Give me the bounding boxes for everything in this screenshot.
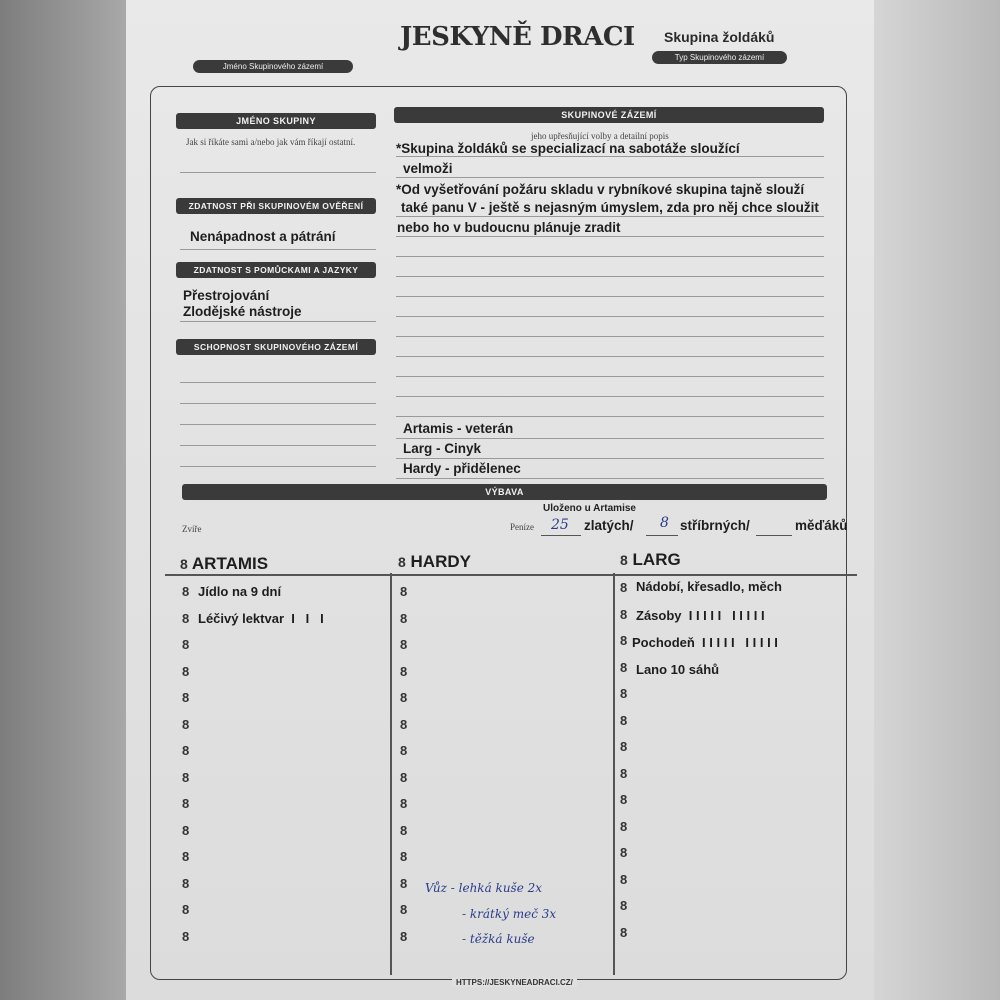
description-rule bbox=[396, 458, 824, 459]
column-header-larg: 8 LARG bbox=[620, 550, 681, 569]
copper-blank bbox=[756, 535, 792, 536]
description-rule bbox=[396, 336, 824, 337]
column-header-artamis: 8 ARTAMIS bbox=[180, 554, 269, 573]
item-bullet: 8 bbox=[620, 606, 628, 622]
member-3: Hardy - přidělenec bbox=[403, 461, 521, 476]
description-rule bbox=[396, 216, 824, 217]
description-line-4: také panu V - ještě s nejasným úmyslem, zda pro něj chce sloužit bbox=[401, 200, 819, 215]
background-left bbox=[0, 0, 128, 1000]
description-line-3: *Od vyšetřování požáru skladu v rybníkové skupina tajně slouží bbox=[396, 182, 805, 197]
animal-label: Zvíře bbox=[182, 524, 202, 534]
item-bullet: 8 bbox=[620, 686, 628, 701]
column-divider bbox=[390, 573, 392, 975]
tools-value-2: Zlodějské nástroje bbox=[183, 304, 302, 319]
item-bullet: 8 bbox=[400, 690, 408, 705]
ability-line bbox=[180, 424, 376, 425]
item-bullet: 8 bbox=[620, 845, 628, 860]
description-rule bbox=[396, 376, 824, 377]
group-name-hint: Jak si říkáte sami a/nebo jak vám říkají ostatní. bbox=[186, 137, 356, 147]
item-bullet: 8 bbox=[182, 928, 190, 944]
handwritten-note-2: - krátký meč 3x bbox=[462, 907, 557, 921]
item-bullet: 8 bbox=[620, 924, 628, 940]
artamis-item-1: Jídlo na 9 dní bbox=[198, 584, 282, 599]
item-bullet: 8 bbox=[400, 743, 408, 758]
group-type-value: Skupina žoldáků bbox=[664, 29, 775, 45]
item-bullet: 8 bbox=[620, 739, 628, 754]
description-rule bbox=[396, 276, 824, 277]
item-bullet: 8 bbox=[182, 849, 190, 864]
silver-blank bbox=[646, 535, 678, 536]
item-bullet: 8 bbox=[182, 663, 190, 679]
handwritten-note-1: Vůz - lehká kuše 2x bbox=[425, 881, 543, 895]
handwritten-note-3: - těžká kuše bbox=[462, 932, 535, 946]
description-line-1: *Skupina žoldáků se specializací na sabotáže sloužící bbox=[396, 141, 740, 156]
silver-value: 8 bbox=[660, 515, 669, 531]
group-name-line bbox=[180, 172, 376, 173]
ability-line bbox=[180, 445, 376, 446]
tools-line bbox=[180, 321, 376, 322]
description-rule bbox=[396, 256, 824, 257]
description-rule bbox=[396, 296, 824, 297]
item-bullet: 8 bbox=[620, 580, 628, 595]
skill-line bbox=[180, 249, 376, 250]
column-divider bbox=[613, 573, 615, 975]
item-bullet: 8 bbox=[182, 822, 190, 838]
description-rule bbox=[396, 236, 824, 237]
money-label: Peníze bbox=[510, 522, 534, 532]
ability-line bbox=[180, 382, 376, 383]
item-bullet: 8 bbox=[400, 610, 408, 626]
description-rule bbox=[396, 396, 824, 397]
ability-title: SCHOPNOST SKUPINOVÉHO ZÁZEMÍ bbox=[176, 339, 376, 355]
item-bullet: 8 bbox=[620, 898, 628, 913]
item-bullet: 8 bbox=[182, 690, 190, 705]
larg-item-2: Zásoby I I I I I I I I I I bbox=[636, 608, 765, 623]
item-bullet: 8 bbox=[182, 769, 190, 785]
background-right bbox=[872, 0, 1000, 1000]
item-bullet: 8 bbox=[400, 875, 408, 891]
column-header-rule bbox=[165, 574, 857, 576]
description-line-5: nebo ho v budoucnu plánuje zradit bbox=[397, 220, 621, 235]
stored-at: Uloženo u Artamise bbox=[543, 503, 636, 514]
item-bullet: 8 bbox=[182, 796, 190, 811]
background-hint: jeho upřesňující volby a detailní popis bbox=[531, 131, 669, 141]
tools-value-1: Přestrojování bbox=[183, 288, 270, 303]
item-bullet: 8 bbox=[400, 663, 408, 679]
item-bullet: 8 bbox=[400, 637, 408, 652]
item-bullet: 8 bbox=[400, 584, 408, 599]
group-type-field-label: Typ Skupinového zázemí bbox=[652, 51, 787, 64]
description-rule bbox=[396, 478, 824, 479]
item-bullet: 8 bbox=[400, 902, 408, 917]
copper-label: měďáků bbox=[795, 518, 848, 533]
skill-title: ZDATNOST PŘI SKUPINOVÉM OVĚŘENÍ bbox=[176, 198, 376, 214]
item-bullet: 8 bbox=[620, 712, 628, 728]
ability-line bbox=[180, 403, 376, 404]
description-rule bbox=[396, 156, 824, 157]
larg-item-4: Lano 10 sáhů bbox=[636, 662, 720, 677]
item-bullet: 8 bbox=[182, 610, 190, 626]
description-line-2: velmoži bbox=[403, 161, 453, 176]
item-bullet: 8 bbox=[400, 822, 408, 838]
group-name-field-label: Jméno Skupinového zázemí bbox=[193, 60, 353, 73]
gold-value: 25 bbox=[551, 517, 569, 533]
footer-url: HTTPS://JESKYNEADRACI.CZ/ bbox=[452, 978, 577, 987]
item-bullet: 8 bbox=[182, 875, 190, 891]
item-bullet: 8 bbox=[182, 637, 190, 652]
gold-label: zlatých/ bbox=[584, 518, 634, 533]
column-header-hardy: 8 HARDY bbox=[398, 552, 471, 571]
group-name-title: JMÉNO SKUPINY bbox=[176, 113, 376, 129]
item-bullet: 8 bbox=[400, 849, 408, 864]
item-bullet: 8 bbox=[620, 818, 628, 834]
description-rule bbox=[396, 438, 824, 439]
logo: JESKYNĚ DRACI bbox=[400, 22, 635, 52]
background-title: SKUPINOVÉ ZÁZEMÍ bbox=[394, 107, 824, 123]
description-rule bbox=[396, 356, 824, 357]
description-rule bbox=[396, 316, 824, 317]
item-bullet: 8 bbox=[620, 792, 628, 807]
larg-item-3: Pochodeň I I I I I I I I I I bbox=[632, 635, 778, 650]
description-rule bbox=[396, 416, 824, 417]
item-bullet: 8 bbox=[620, 871, 628, 887]
skill-value: Nenápadnost a pátrání bbox=[190, 229, 336, 244]
item-bullet: 8 bbox=[620, 633, 628, 648]
silver-label: stříbrných/ bbox=[680, 518, 750, 533]
item-bullet: 8 bbox=[620, 765, 628, 781]
item-bullet: 8 bbox=[182, 743, 190, 758]
member-1: Artamis - veterán bbox=[403, 421, 514, 436]
item-bullet: 8 bbox=[400, 796, 408, 811]
item-bullet: 8 bbox=[182, 584, 190, 599]
item-bullet: 8 bbox=[400, 716, 408, 732]
description-rule bbox=[396, 177, 824, 178]
larg-item-1: Nádobí, křesadlo, měch bbox=[636, 579, 782, 594]
tools-title: ZDATNOST S POMŮCKAMI A JAZYKY bbox=[176, 262, 376, 278]
gold-blank bbox=[541, 535, 581, 536]
artamis-item-2: Léčivý lektvar I I I bbox=[198, 611, 324, 626]
ability-line bbox=[180, 466, 376, 467]
item-bullet: 8 bbox=[620, 659, 628, 675]
item-bullet: 8 bbox=[182, 716, 190, 732]
member-2: Larg - Cinyk bbox=[403, 441, 482, 456]
item-bullet: 8 bbox=[400, 928, 408, 944]
item-bullet: 8 bbox=[182, 902, 190, 917]
equipment-title: VÝBAVA bbox=[182, 484, 827, 500]
item-bullet: 8 bbox=[400, 769, 408, 785]
